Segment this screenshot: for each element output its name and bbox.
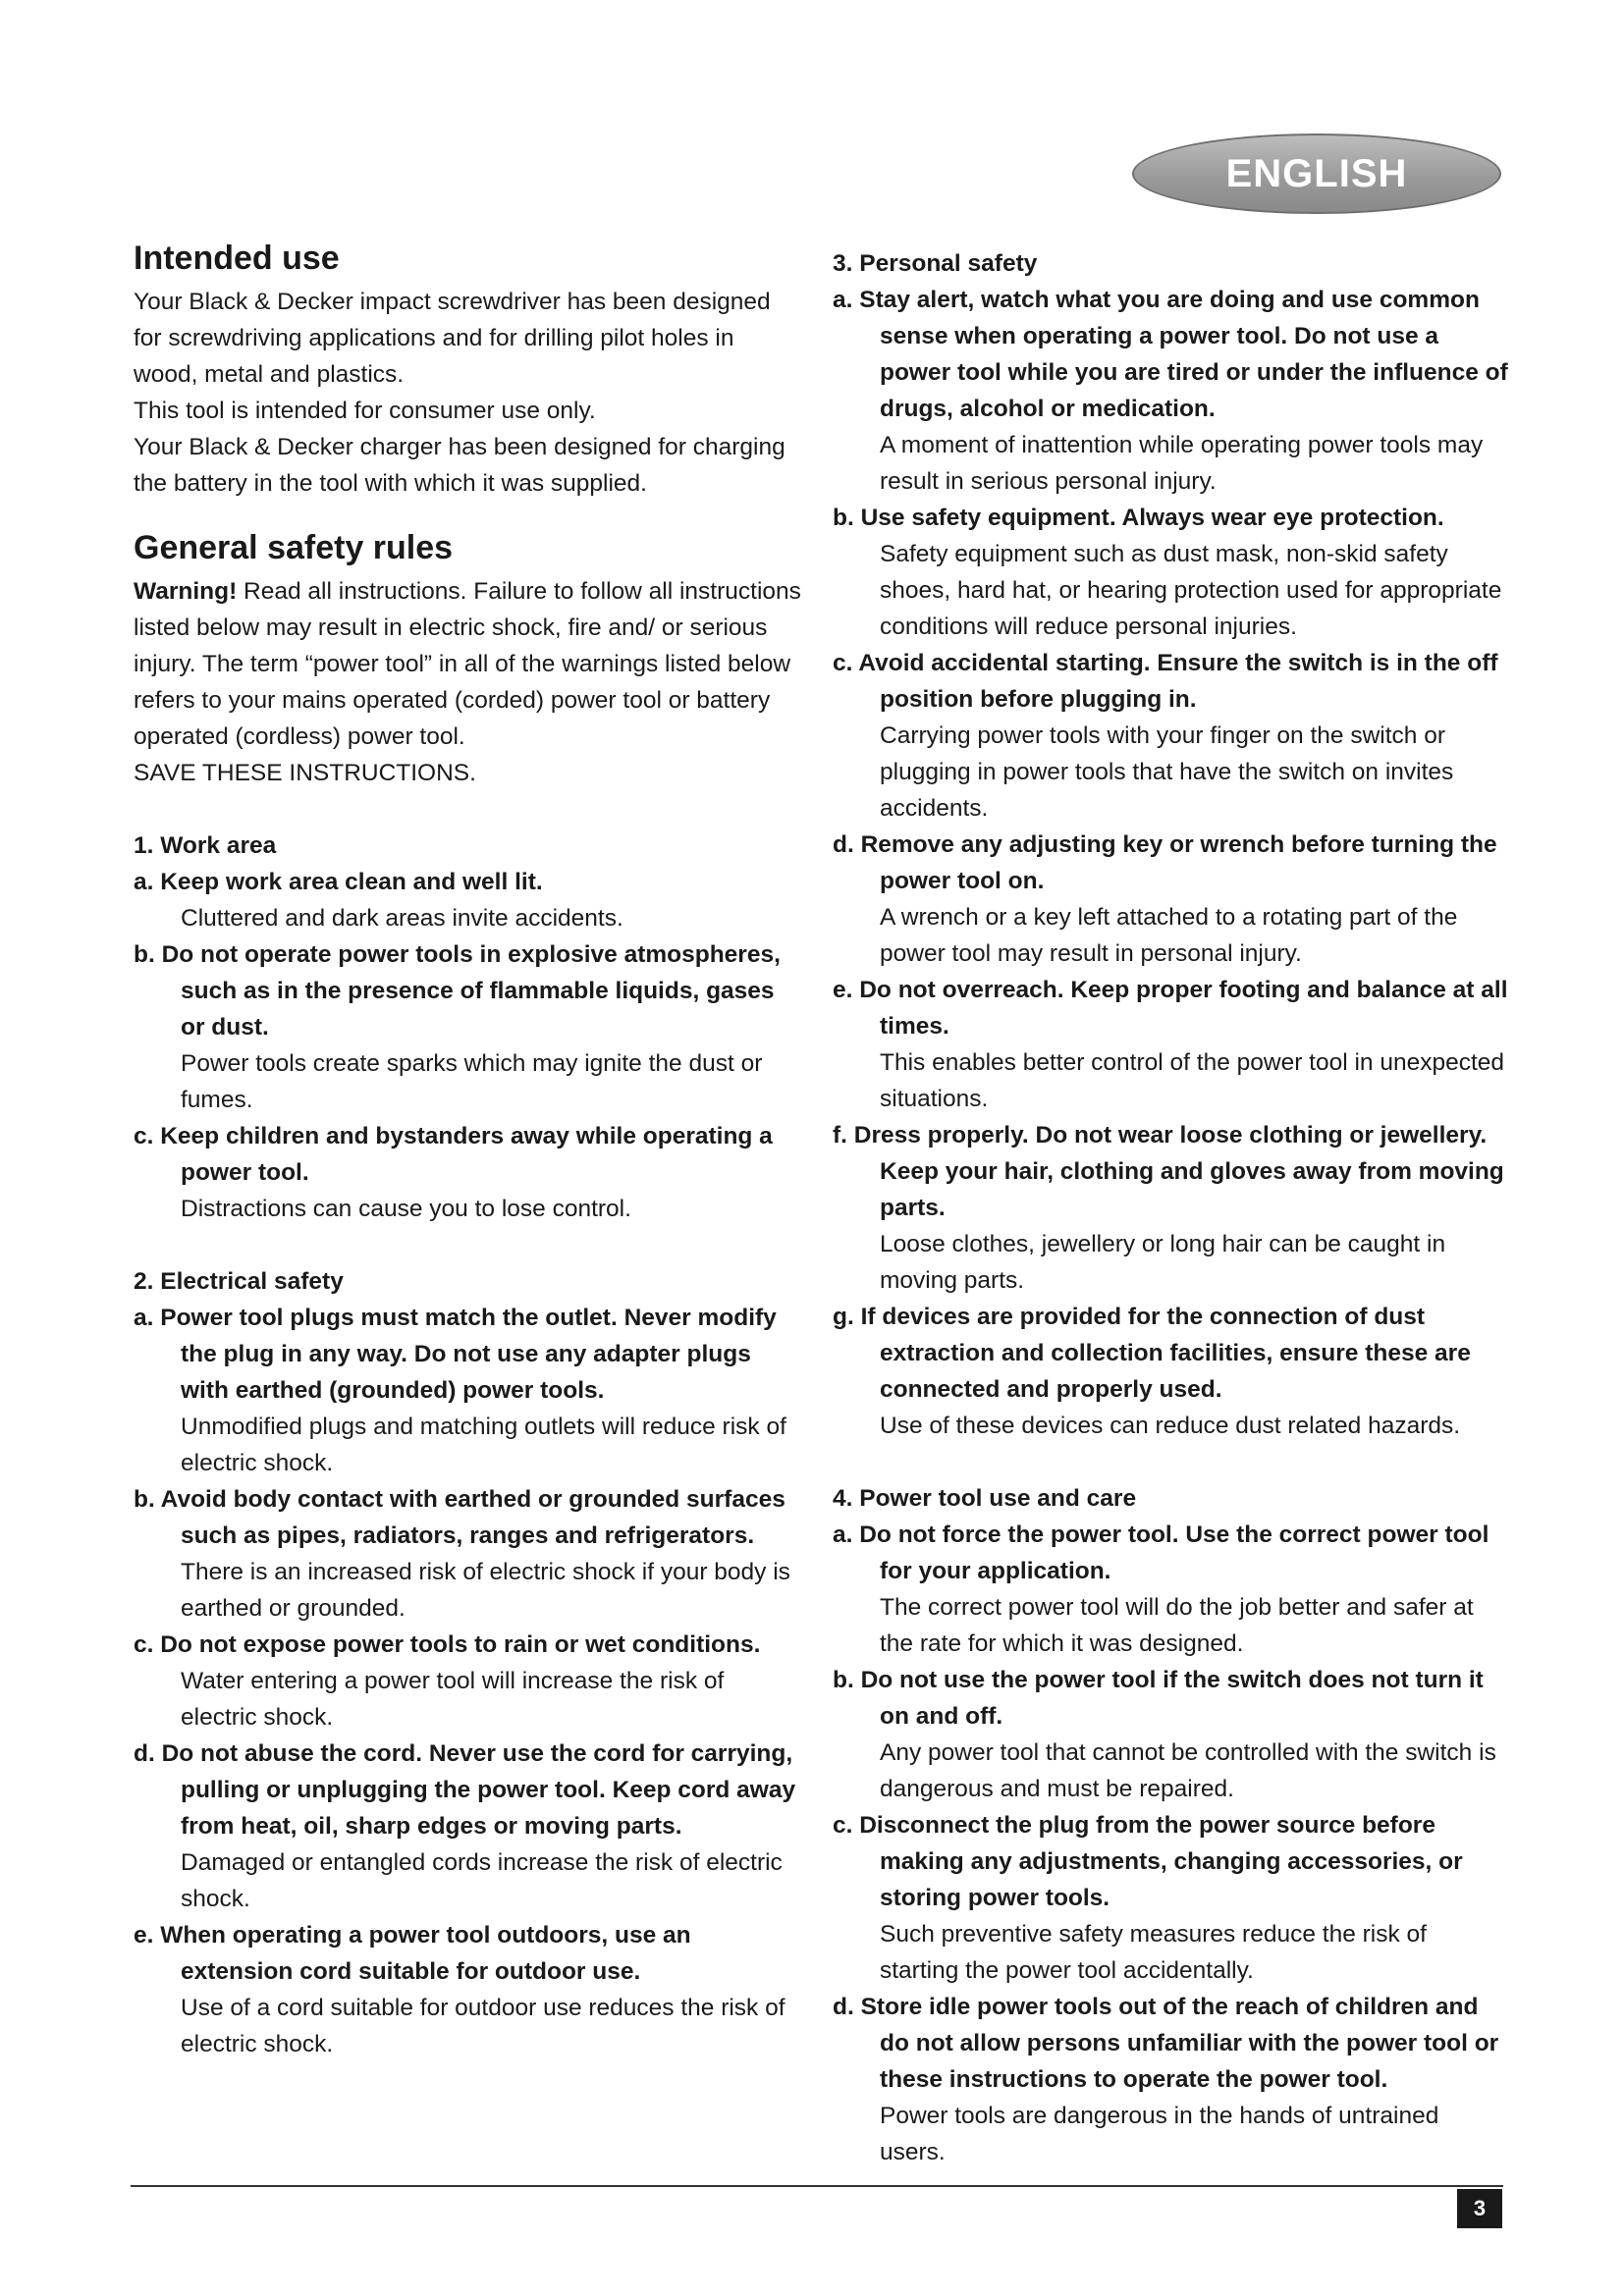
warning-paragraph <box>134 573 801 755</box>
item-body: Distractions can cause you to lose control. <box>181 1196 631 1222</box>
intended-use-heading: Intended use <box>134 240 340 277</box>
item-body: Loose clothes, jewellery or long hair can be caught in moving parts. <box>880 1231 1446 1294</box>
item-head: c. Keep children and bystanders away while operating a power tool. <box>134 1123 773 1186</box>
item-head: b. Do not use the power tool if the switch does not turn it on and off. <box>833 1667 1484 1730</box>
electrical-item-a <box>134 1300 801 1481</box>
item-body: Unmodified plugs and matching outlets will reduce risk of electric shock. <box>181 1414 786 1476</box>
item-head: a. Do not force the power tool. Use the correct power tool for your application. <box>833 1522 1489 1584</box>
item-head: d. Do not abuse the cord. Never use the cord for carrying, pulling or unplugging the power tool. Keep cord away from heat, oil, sharp edges or moving parts. <box>134 1740 796 1840</box>
item-head: e. When operating a power tool outdoors, use an extension cord suitable for outdoor use. <box>134 1922 691 1985</box>
tool-use-item-c <box>833 1807 1510 1989</box>
language-badge: ENGLISH <box>1132 133 1501 214</box>
warning-text: Read all instructions. Failure to follow all instructions listed below may result in electric shock, fire and/ or serious injury. The term “power tool” in all of the warnings listed below refers to your mains operated (corded) power tool or battery operated (cordless) power tool. <box>134 578 801 750</box>
item-body: Damaged or entangled cords increase the risk of electric shock. <box>181 1849 783 1912</box>
tool-use-item-a <box>833 1517 1510 1662</box>
electrical-item-c <box>134 1627 801 1735</box>
item-head: b. Avoid body contact with earthed or grounded surfaces such as pipes, radiators, ranges and refrigerators. <box>134 1486 785 1549</box>
item-body: Any power tool that cannot be controlled with the switch is dangerous and must be repaired. <box>880 1739 1496 1802</box>
item-body: Safety equipment such as dust mask, non-skid safety shoes, hard hat, or hearing protection used for appropriate conditions will reduce personal injuries. <box>880 541 1502 640</box>
electrical-item-b <box>134 1481 801 1627</box>
item-body: Cluttered and dark areas invite accidents. <box>181 905 623 932</box>
tool-use-item-b <box>833 1662 1510 1807</box>
electrical-safety-title: 2. Electrical safety <box>134 1268 344 1295</box>
item-head: c. Do not expose power tools to rain or wet conditions. <box>134 1631 761 1658</box>
personal-item-f <box>833 1117 1510 1299</box>
item-head: b. Use safety equipment. Always wear eye protection. <box>833 505 1444 531</box>
personal-safety-title: 3. Personal safety <box>833 250 1038 277</box>
item-body: There is an increased risk of electric shock if your body is earthed or grounded. <box>181 1559 790 1622</box>
item-head: a. Keep work area clean and well lit. <box>134 869 543 895</box>
work-area-title: 1. Work area <box>134 832 277 859</box>
personal-item-a <box>833 282 1510 500</box>
item-body: This enables better control of the power tool in unexpected situations. <box>880 1049 1505 1112</box>
personal-item-d <box>833 827 1510 972</box>
save-instructions: SAVE THESE INSTRUCTIONS. <box>134 760 476 786</box>
item-head: c. Avoid accidental starting. Ensure the switch is in the off position before plugging in. <box>833 650 1498 713</box>
intended-use-paragraph-3: Your Black & Decker charger has been designed for charging the battery in the tool with which it was supplied. <box>134 434 785 497</box>
right-column <box>833 236 1510 2170</box>
personal-item-b <box>833 500 1510 645</box>
item-head: a. Stay alert, watch what you are doing and use common sense when operating a power tool. Do not use a power tool while you are tired or under the influence of drugs, alcohol or medication. <box>833 287 1508 422</box>
item-body: Such preventive safety measures reduce the risk of starting the power tool accidentally. <box>880 1921 1427 1984</box>
item-body: Water entering a power tool will increase the risk of electric shock. <box>181 1668 725 1731</box>
item-body: Power tools are dangerous in the hands of untrained users. <box>880 2103 1439 2165</box>
item-head: a. Power tool plugs must match the outlet. Never modify the plug in any way. Do not use any adapter plugs with earthed (grounded) power tools. <box>134 1305 777 1404</box>
item-head: c. Disconnect the plug from the power source before making any adjustments, changing accessories, or storing power tools. <box>833 1812 1463 1911</box>
general-safety-heading: General safety rules <box>134 529 454 566</box>
item-body: A wrench or a key left attached to a rotating part of the power tool may result in personal injury. <box>880 904 1458 967</box>
warning-label: Warning! <box>134 578 238 605</box>
personal-item-c <box>833 645 1510 827</box>
item-body: Use of a cord suitable for outdoor use reduces the risk of electric shock. <box>181 1995 785 2057</box>
item-head: e. Do not overreach. Keep proper footing and balance at all times. <box>833 977 1508 1040</box>
item-body: Use of these devices can reduce dust related hazards. <box>880 1413 1461 1439</box>
item-head: g. If devices are provided for the connection of dust extraction and collection facilities, ensure these are connected and properly used. <box>833 1304 1471 1403</box>
work-area-item-b <box>134 936 801 1118</box>
personal-item-g <box>833 1299 1510 1444</box>
item-head: d. Remove any adjusting key or wrench before turning the power tool on. <box>833 831 1497 894</box>
electrical-item-d <box>134 1735 801 1917</box>
electrical-item-e <box>134 1917 801 2062</box>
tool-use-title: 4. Power tool use and care <box>833 1485 1137 1512</box>
left-column <box>134 236 801 2062</box>
intended-use-paragraph-2: This tool is intended for consumer use only. <box>134 398 596 424</box>
item-head: b. Do not operate power tools in explosive atmospheres, such as in the presence of flammable liquids, gases or dust. <box>134 941 781 1041</box>
item-body: The correct power tool will do the job better and safer at the rate for which it was designed. <box>880 1594 1474 1657</box>
item-body: Power tools create sparks which may ignite the dust or fumes. <box>181 1050 763 1113</box>
tool-use-item-d <box>833 1989 1510 2170</box>
intended-use-paragraph-1: Your Black & Decker impact screwdriver has been designed for screwdriving applications and for drilling pilot holes in wood, metal and plastics. <box>134 289 771 388</box>
page-number: 3 <box>1457 2189 1502 2228</box>
work-area-item-a <box>134 864 801 936</box>
personal-item-e <box>833 972 1510 1117</box>
item-head: f. Dress properly. Do not wear loose clothing or jewellery. Keep your hair, clothing and gloves away from moving parts. <box>833 1122 1504 1221</box>
footer-rule <box>131 2185 1503 2187</box>
item-head: d. Store idle power tools out of the reach of children and do not allow persons unfamiliar with the power tool or these instructions to operate the power tool. <box>833 1994 1499 2093</box>
item-body: Carrying power tools with your finger on the switch or plugging in power tools that have the switch on invites accidents. <box>880 722 1454 822</box>
work-area-item-c <box>134 1118 801 1227</box>
item-body: A moment of inattention while operating power tools may result in serious personal injury. <box>880 432 1484 495</box>
